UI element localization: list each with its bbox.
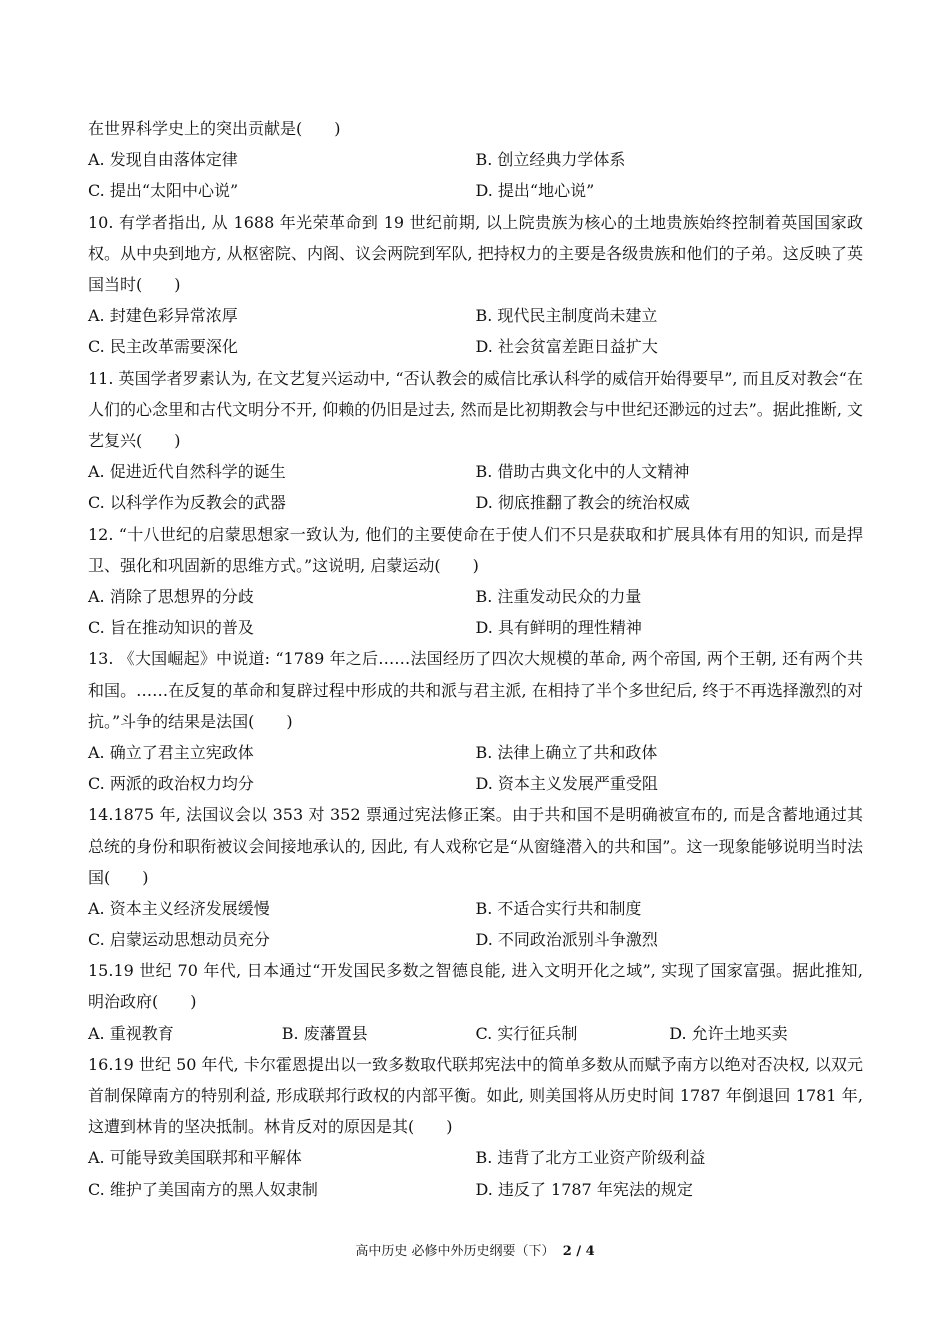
q14-options-row-1 (88, 893, 863, 924)
q13-option-a[interactable]: A. 确立了君主立宪政体 (88, 742, 254, 762)
q13-option-b[interactable]: B. 法律上确立了共和政体 (475, 742, 658, 762)
q14-option-b[interactable]: B. 不适合实行共和制度 (475, 898, 642, 918)
q12-options-row-1 (88, 581, 863, 612)
q10-option-d[interactable]: D. 社会贫富差距日益扩大 (475, 337, 658, 357)
q11-stem: 11. 英国学者罗素认为, 在文艺复兴运动中, “否认教会的威信比承认科学的威信开始得要早”, 而且反对教会“在人们的心念里和古代文明分不开, 仰赖的仍旧是过去, 然而是比初期教会与中世纪还渺远的过去”。据此推断, 文艺复兴( ) (88, 368, 863, 450)
q13-stem: 13. 《大国崛起》中说道: “1789 年之后……法国经历了四次大规模的革命, 两个帝国, 两个王朝, 还有两个共和国。……在反复的革命和复辟过程中形成的共和派与君主派, 在相持了半个多世纪后, 终于不再选择激烈的对抗。”斗争的结果是法国( ) (88, 649, 863, 731)
q15-option-a[interactable]: A. 重视教育 (88, 1023, 174, 1043)
q14-stem: 14.1875 年, 法国议会以 353 对 352 票通过宪法修正案。由于共和国不是明确被宣布的, 而是含蓄地通过其总统的身份和职衔被议会间接地承认的, 因此, 有人戏称它是“从窗缝潜入的共和国”。这一现象能够说明当时法国( ) (88, 805, 863, 887)
q13-options-row-2 (88, 768, 863, 799)
q9-option-b[interactable]: B. 创立经典力学体系 (475, 150, 626, 170)
q11-option-b[interactable]: B. 借助古典文化中的人文精神 (475, 462, 690, 482)
q15-option-b[interactable]: B. 废藩置县 (281, 1023, 368, 1043)
q9-option-c[interactable]: C. 提出“太阳中心说” (88, 181, 239, 201)
q9-option-d[interactable]: D. 提出“地心说” (475, 181, 595, 201)
q9-stem: 在世界科学史上的突出贡献是( ) (88, 119, 341, 138)
q10-option-b[interactable]: B. 现代民主制度尚未建立 (475, 306, 658, 326)
q9-options-row-2 (88, 175, 863, 206)
q12-option-d[interactable]: D. 具有鲜明的理性精神 (475, 618, 642, 638)
page-footer (0, 1242, 950, 1262)
q12-options-row-2 (88, 612, 863, 643)
q16-option-b[interactable]: B. 违背了北方工业资产阶级利益 (475, 1148, 706, 1168)
q16-option-a[interactable]: A. 可能导致美国联邦和平解体 (88, 1148, 302, 1168)
q15-option-d[interactable]: D. 允许土地买卖 (669, 1023, 788, 1043)
q12-option-c[interactable]: C. 旨在推动知识的普及 (88, 618, 254, 638)
q12-option-a[interactable]: A. 消除了思想界的分歧 (88, 586, 254, 606)
q9-options-row-1 (88, 144, 863, 175)
q11-option-a[interactable]: A. 促进近代自然科学的诞生 (88, 462, 286, 482)
q16-option-c[interactable]: C. 维护了美国南方的黑人奴隶制 (88, 1179, 318, 1199)
q12-stem: 12. “十八世纪的启蒙思想家一致认为, 他们的主要使命在于使人们不只是获取和扩展具体有用的知识, 而是捍卫、强化和巩固新的思维方式。”这说明, 启蒙运动( ) (88, 524, 863, 575)
q16-options-row-2 (88, 1174, 863, 1205)
q15-stem: 15.19 世纪 70 年代, 日本通过“开发国民多数之智德良能, 进入文明开化之域”, 实现了国家富强。据此推知, 明治政府( ) (88, 961, 863, 1012)
q11-option-c[interactable]: C. 以科学作为反教会的武器 (88, 493, 286, 513)
q10-stem: 10. 有学者指出, 从 1688 年光荣革命到 19 世纪前期, 以上院贵族为核心的土地贵族始终控制着英国国家政权。从中央到地方, 从枢密院、内阁、议会两院到军队, 把持权力的主要是各级贵族和他们的子弟。这反映了英国当时( ) (88, 212, 863, 294)
q11-options-row-2 (88, 487, 863, 518)
q10-option-a[interactable]: A. 封建色彩异常浓厚 (88, 306, 238, 326)
q10-options-row-2 (88, 331, 863, 362)
footer-course-title: 高中历史 必修中外历史纲要（下） (355, 1244, 555, 1259)
q14-option-d[interactable]: D. 不同政治派别斗争激烈 (475, 930, 658, 950)
question-list (88, 113, 863, 1205)
q11-options-row-1 (88, 456, 863, 487)
q14-options-row-2 (88, 924, 863, 955)
q16-option-d[interactable]: D. 违反了 1787 年宪法的规定 (475, 1179, 693, 1199)
q10-option-c[interactable]: C. 民主改革需要深化 (88, 337, 238, 357)
q15-option-c[interactable]: C. 实行征兵制 (475, 1023, 578, 1043)
q15-options-row (88, 1018, 863, 1049)
q14-option-c[interactable]: C. 启蒙运动思想动员充分 (88, 930, 270, 950)
q16-options-row-1 (88, 1142, 863, 1173)
q9-option-a[interactable]: A. 发现自由落体定律 (88, 150, 238, 170)
q14-option-a[interactable]: A. 资本主义经济发展缓慢 (88, 898, 270, 918)
q10-options-row-1 (88, 300, 863, 331)
footer-page-number: 2 / 4 (562, 1244, 595, 1259)
q13-option-d[interactable]: D. 资本主义发展严重受阻 (475, 774, 658, 794)
q11-option-d[interactable]: D. 彻底推翻了教会的统治权威 (475, 493, 690, 513)
q13-options-row-1 (88, 737, 863, 768)
q12-option-b[interactable]: B. 注重发动民众的力量 (475, 586, 642, 606)
q13-option-c[interactable]: C. 两派的政治权力均分 (88, 774, 254, 794)
q16-stem: 16.19 世纪 50 年代, 卡尔霍恩提出以一致多数取代联邦宪法中的简单多数从而赋予南方以绝对否决权, 以双元首制保障南方的特别利益, 形成联邦行政权的内部平衡。如此, 则美国将从历史时间 1787 年倒退回 1781 年, 这遭到林肯的坚决抵制。林肯反对的原因是其( ) (88, 1054, 863, 1137)
